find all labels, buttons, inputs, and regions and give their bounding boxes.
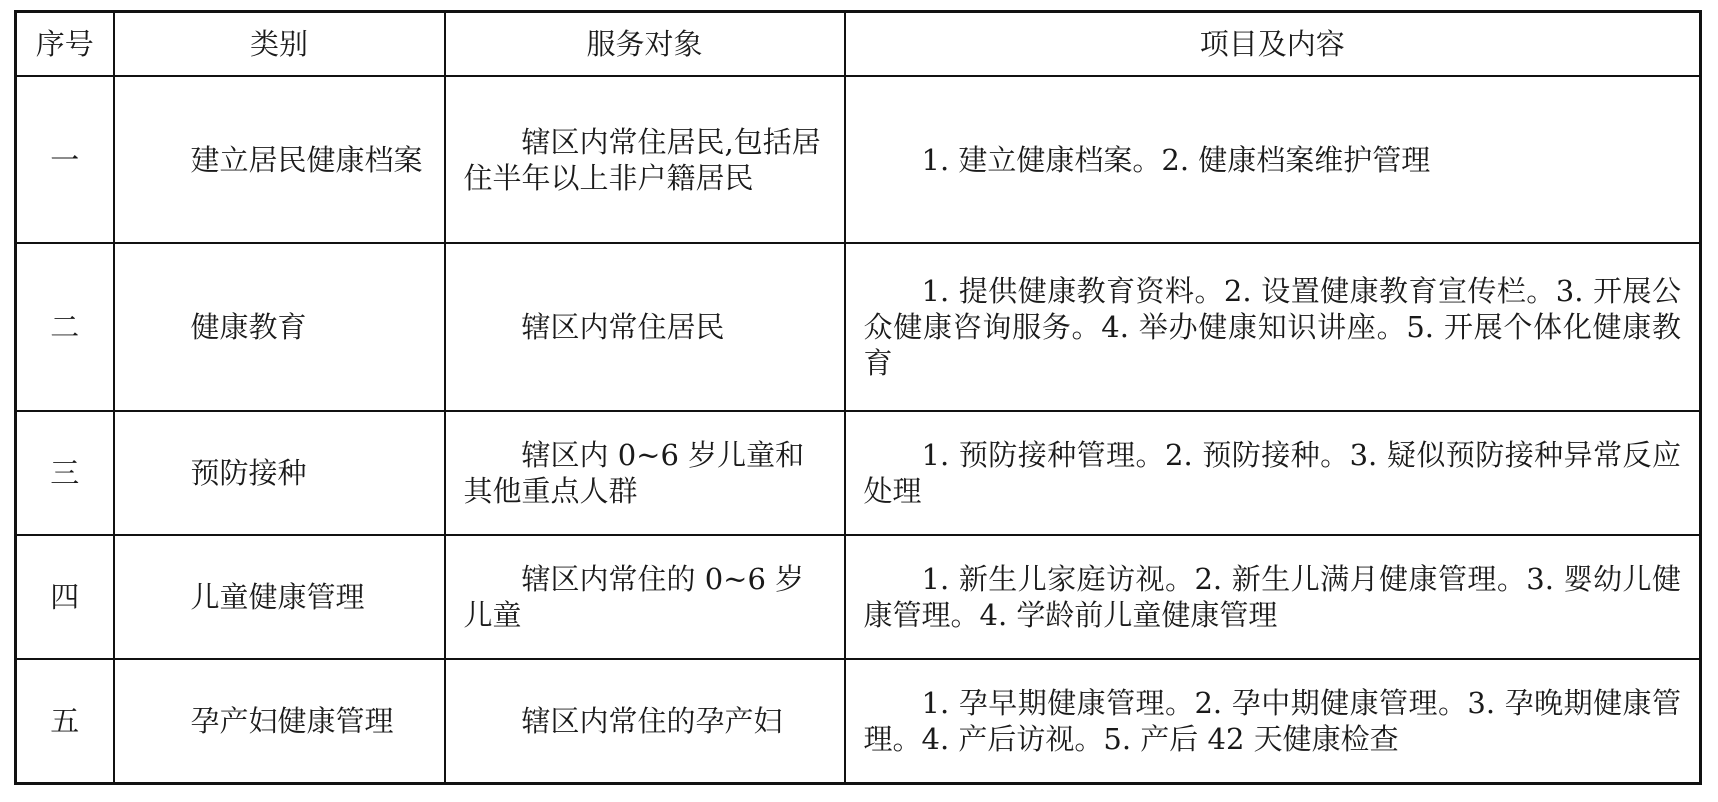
row-seq: 五	[16, 659, 114, 783]
row-content: 1. 建立健康档案。2. 健康档案维护管理	[845, 76, 1701, 243]
row-target: 辖区内常住居民	[445, 243, 845, 410]
row-content: 1. 预防接种管理。2. 预防接种。3. 疑似预防接种异常反应处理	[845, 411, 1701, 535]
public-health-services-table	[14, 10, 1702, 785]
row-content: 1. 新生儿家庭访视。2. 新生儿满月健康管理。3. 婴幼儿健康管理。4. 学龄前儿童健康管理	[845, 535, 1701, 659]
row-category: 建立居民健康档案	[114, 76, 445, 243]
row-content: 1. 孕早期健康管理。2. 孕中期健康管理。3. 孕晚期健康管理。4. 产后访视。5. 产后 42 天健康检查	[845, 659, 1701, 783]
table-row	[16, 411, 1701, 535]
table-row	[16, 243, 1701, 410]
row-category: 健康教育	[114, 243, 445, 410]
row-seq: 四	[16, 535, 114, 659]
header-category: 类别	[114, 12, 445, 77]
row-category: 预防接种	[114, 411, 445, 535]
table-row	[16, 76, 1701, 243]
row-category: 儿童健康管理	[114, 535, 445, 659]
table-row	[16, 535, 1701, 659]
header-target: 服务对象	[445, 12, 845, 77]
row-seq: 一	[16, 76, 114, 243]
header-content: 项目及内容	[845, 12, 1701, 77]
row-content: 1. 提供健康教育资料。2. 设置健康教育宣传栏。3. 开展公众健康咨询服务。4. 举办健康知识讲座。5. 开展个体化健康教育	[845, 243, 1701, 410]
header-row	[16, 12, 1701, 77]
table-row	[16, 659, 1701, 783]
row-seq: 三	[16, 411, 114, 535]
row-target: 辖区内常住居民,包括居住半年以上非户籍居民	[445, 76, 845, 243]
row-seq: 二	[16, 243, 114, 410]
row-target: 辖区内常住的 0~6 岁儿童	[445, 535, 845, 659]
row-target: 辖区内 0~6 岁儿童和其他重点人群	[445, 411, 845, 535]
row-target: 辖区内常住的孕产妇	[445, 659, 845, 783]
row-category: 孕产妇健康管理	[114, 659, 445, 783]
header-seq: 序号	[16, 12, 114, 77]
